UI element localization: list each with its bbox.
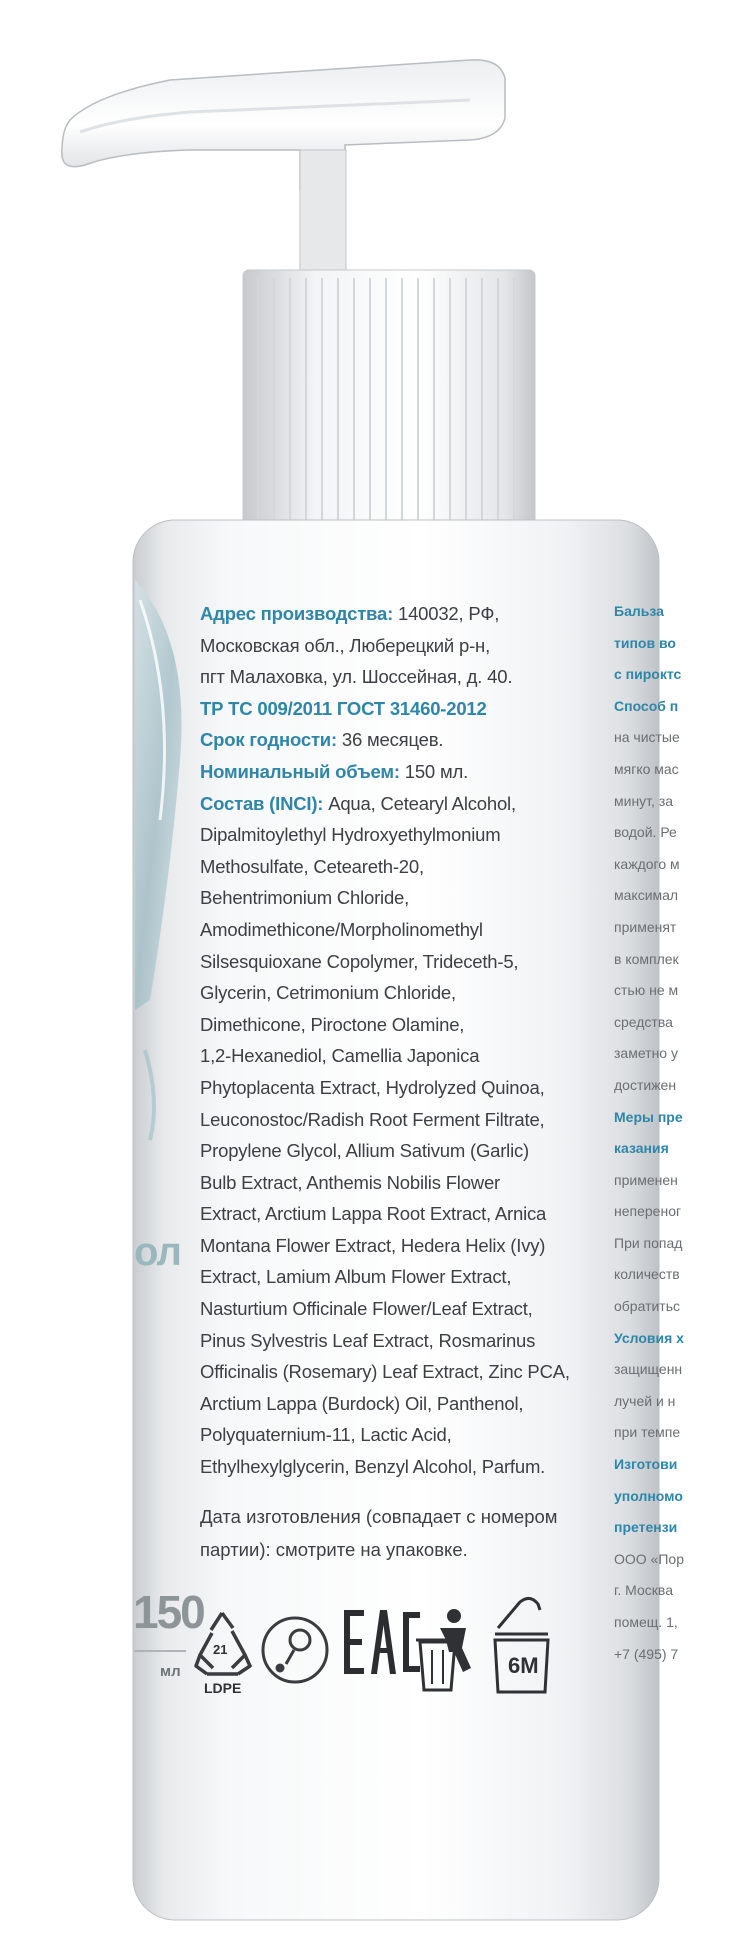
side-text-line: при темпе bbox=[614, 1424, 681, 1441]
volume-label: Номинальный объем: bbox=[200, 760, 400, 782]
side-text-line: применен bbox=[614, 1171, 678, 1188]
inci-line: Dimethicone, Piroctone Olamine, bbox=[200, 1013, 465, 1035]
volume-number: 150 bbox=[133, 1586, 204, 1638]
inci-line: Behentrimonium Chloride, bbox=[200, 887, 410, 909]
shelf-life-value: 36 месяцев. bbox=[336, 729, 444, 751]
inci-line: 1,2-Hexanediol, Camellia Japonica bbox=[200, 1045, 480, 1067]
inci-line: Silsesquioxane Copolymer, Trideceth-5, bbox=[200, 950, 519, 972]
inci-label: Состав (INCI): bbox=[200, 792, 324, 814]
side-text-line: Меры пре bbox=[614, 1108, 683, 1125]
side-text-line: непереног bbox=[614, 1203, 682, 1220]
side-text-line: Изготови bbox=[614, 1456, 678, 1473]
shelf-life-label: Срок годности: bbox=[200, 729, 337, 751]
recycle-code: LDPE bbox=[204, 1680, 242, 1696]
bottle-cap bbox=[243, 270, 535, 528]
inci-line: Glycerin, Cetrimonium Chloride, bbox=[200, 982, 456, 1004]
side-text-line: заметно у bbox=[614, 1045, 678, 1062]
side-text-line: типов во bbox=[614, 634, 676, 651]
standard-line: ТР ТС 009/2011 ГОСТ 31460-2012 bbox=[200, 697, 487, 719]
side-text-line: обратитьс bbox=[614, 1298, 681, 1315]
inci-line: Montana Flower Extract, Hedera Helix (Ivy) bbox=[200, 1234, 546, 1256]
side-text-line: лучей и н bbox=[614, 1392, 676, 1409]
inci-line: Extract, Lamium Album Flower Extract, bbox=[200, 1266, 512, 1288]
date-line-1: Дата изготовления (совпадает с номером bbox=[200, 1506, 558, 1527]
side-text-line: Условия х bbox=[614, 1329, 684, 1346]
side-text-line: Бальза bbox=[614, 603, 664, 619]
side-text-line: претензи bbox=[614, 1519, 678, 1536]
side-text-line: с пироктс bbox=[614, 666, 682, 683]
side-text-column bbox=[614, 596, 684, 1670]
label-text bbox=[200, 598, 586, 1483]
volume-line bbox=[200, 756, 586, 788]
address-label: Адрес производства: bbox=[200, 603, 394, 624]
pump-stem bbox=[300, 150, 346, 280]
recycle-number: 21 bbox=[213, 1642, 228, 1657]
side-text-line: казания bbox=[614, 1140, 669, 1157]
inci-first: Aqua, Cetearyl Alcohol, bbox=[323, 792, 516, 814]
pump-head bbox=[62, 60, 505, 190]
volume-underline bbox=[134, 1650, 186, 1652]
side-text-line: максимал bbox=[614, 887, 679, 904]
side-text-line: каждого м bbox=[614, 855, 680, 872]
inci-line: Propylene Glycol, Allium Sativum (Garlic) bbox=[200, 1140, 530, 1162]
side-text-line: защищенн bbox=[614, 1361, 683, 1378]
side-text-line: г. Москва bbox=[614, 1582, 673, 1599]
side-text-line: водой. Ре bbox=[614, 824, 677, 841]
address-line-1 bbox=[200, 598, 586, 630]
inci-line: Methosulfate, Ceteareth-20, bbox=[200, 855, 424, 877]
side-text-line: При попад bbox=[614, 1234, 683, 1251]
inci-line: Dipalmitoylethyl Hydroxyethylmonium bbox=[200, 824, 501, 846]
inci-line: Polyquaternium-11, Lactic Acid, bbox=[200, 1424, 452, 1446]
side-text-line: +7 (495) 7 bbox=[614, 1645, 679, 1662]
manufacture-date-note bbox=[200, 1500, 590, 1566]
side-text-line: мягко мас bbox=[614, 760, 679, 777]
inci-line: Nasturtium Officinale Flower/Leaf Extract, bbox=[200, 1298, 533, 1320]
side-text-line: на чистые bbox=[614, 729, 680, 746]
inci-line: Amodimethicone/Morpholinomethyl bbox=[200, 918, 483, 940]
address-line-2: Московская обл., Люберецкий р-н, bbox=[200, 634, 491, 656]
volume-unit: мл bbox=[160, 1663, 181, 1680]
side-text-line: стью не м bbox=[614, 982, 679, 999]
pao-months: 6M bbox=[508, 1653, 539, 1678]
inci-line: Arctium Lappa (Burdock) Oil, Panthenol, bbox=[200, 1392, 524, 1414]
side-text-line: в комплек bbox=[614, 950, 679, 967]
side-text-line: уполномо bbox=[614, 1487, 683, 1504]
side-text-line: количеств bbox=[614, 1266, 680, 1283]
inci-line-0 bbox=[200, 788, 586, 820]
inci-line: Ethylhexylglycerin, Benzyl Alcohol, Parfum. bbox=[200, 1456, 546, 1478]
shelf-life-line bbox=[200, 724, 586, 756]
inci-line: Leuconostoc/Radish Root Ferment Filtrate, bbox=[200, 1108, 545, 1130]
inci-line: Pinus Sylvestris Leaf Extract, Rosmarinus bbox=[200, 1329, 536, 1351]
side-text-line: достижен bbox=[614, 1076, 677, 1093]
volume-value: 150 мл. bbox=[399, 760, 469, 782]
side-text-line: применят bbox=[614, 918, 677, 935]
side-text-line: ООО «Пор bbox=[614, 1550, 684, 1567]
inci-line: Bulb Extract, Anthemis Nobilis Flower bbox=[200, 1171, 501, 1193]
side-text-line: минут, за bbox=[614, 792, 674, 809]
address-line-3: пгт Малаховка, ул. Шоссейная, д. 40. bbox=[200, 666, 513, 688]
side-text-line: средства bbox=[614, 1013, 673, 1030]
inci-line: Officinalis (Rosemary) Leaf Extract, Zinc PCA, bbox=[200, 1361, 570, 1383]
inci-line: Phytoplacenta Extract, Hydrolyzed Quinoa, bbox=[200, 1076, 545, 1098]
date-line-2: партии): смотрите на упаковке. bbox=[200, 1539, 468, 1560]
address-value: 140032, РФ, bbox=[393, 603, 500, 624]
inci-line: Extract, Arctium Lappa Root Extract, Arnica bbox=[200, 1203, 547, 1225]
side-text-line: помещ. 1, bbox=[614, 1614, 678, 1630]
product-name-fragment: ол bbox=[134, 1230, 181, 1274]
side-text-line: Способ п bbox=[614, 697, 679, 714]
